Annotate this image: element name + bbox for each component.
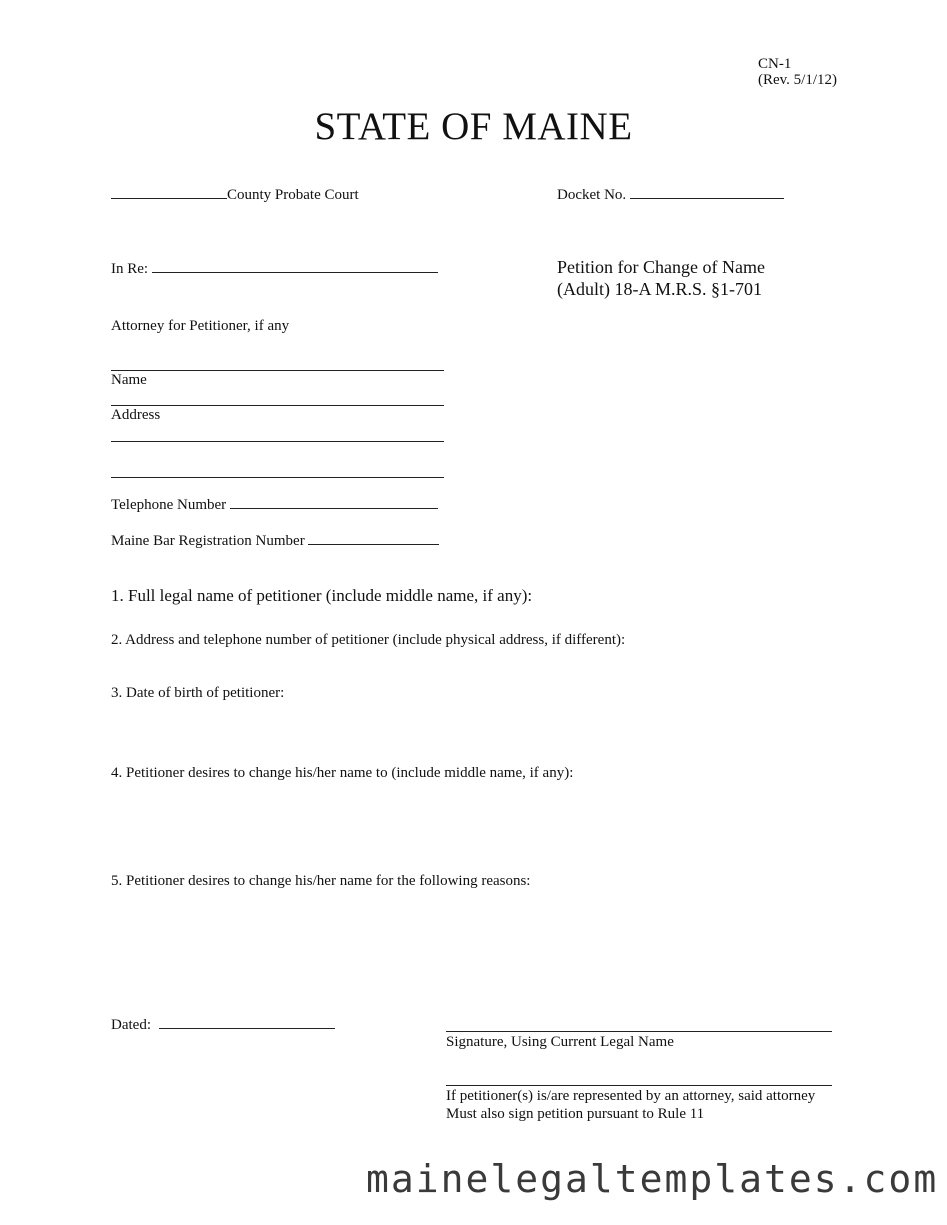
- item-2: 2. Address and telephone number of petitioner (include physical address, if different):: [111, 632, 626, 648]
- in-re-label: In Re:: [111, 261, 149, 277]
- attorney-telephone-blank[interactable]: [230, 496, 438, 509]
- dated-blank[interactable]: [159, 1016, 335, 1029]
- dated-row: [111, 1016, 335, 1034]
- page-title: STATE OF MAINE: [314, 105, 633, 148]
- item-4: 4. Petitioner desires to change his/her name to (include middle name, if any):: [111, 765, 574, 781]
- attorney-address-line-2[interactable]: [111, 441, 444, 442]
- attorney-address-line[interactable]: [111, 405, 444, 406]
- petition-title-line2: (Adult) 18-A M.R.S. §1-701: [557, 279, 763, 299]
- attorney-heading: Attorney for Petitioner, if any: [111, 318, 290, 334]
- attorney-note-line2: Must also sign petition pursuant to Rule 11: [446, 1106, 705, 1122]
- attorney-bar-blank[interactable]: [308, 532, 439, 545]
- item-3: 3. Date of birth of petitioner:: [111, 685, 285, 701]
- dated-label: Dated:: [111, 1017, 151, 1033]
- attorney-address-label: Address: [111, 407, 161, 423]
- county-court-label: County Probate Court: [227, 187, 359, 203]
- attorney-address-line-3[interactable]: [111, 477, 444, 478]
- attorney-bar-row: [111, 532, 439, 550]
- attorney-bar-label: Maine Bar Registration Number: [111, 533, 305, 549]
- petition-title-line1: Petition for Change of Name: [557, 257, 765, 277]
- docket-label: Docket No.: [557, 187, 627, 203]
- item-5: 5. Petitioner desires to change his/her name for the following reasons:: [111, 873, 531, 889]
- form-code: CN-1: [758, 56, 792, 72]
- form-revision: (Rev. 5/1/12): [758, 72, 838, 88]
- county-blank[interactable]: [111, 186, 227, 199]
- attorney-signature-line[interactable]: [446, 1085, 832, 1086]
- signature-label: Signature, Using Current Legal Name: [446, 1034, 674, 1050]
- in-re-row: [111, 260, 438, 278]
- attorney-telephone-row: [111, 496, 438, 514]
- attorney-telephone-label: Telephone Number: [111, 497, 227, 513]
- county-court-row: [111, 186, 359, 204]
- docket-blank[interactable]: [630, 186, 784, 199]
- attorney-name-line[interactable]: [111, 370, 444, 371]
- attorney-note-line1: If petitioner(s) is/are represented by an attorney, said attorney: [446, 1088, 816, 1104]
- docket-row: [557, 186, 784, 204]
- item-1: 1. Full legal name of petitioner (include middle name, if any):: [111, 586, 533, 605]
- attorney-name-label: Name: [111, 372, 147, 388]
- in-re-blank[interactable]: [152, 260, 438, 273]
- signature-line[interactable]: [446, 1031, 832, 1032]
- watermark-text: mainelegaltemplates.com: [366, 1157, 939, 1201]
